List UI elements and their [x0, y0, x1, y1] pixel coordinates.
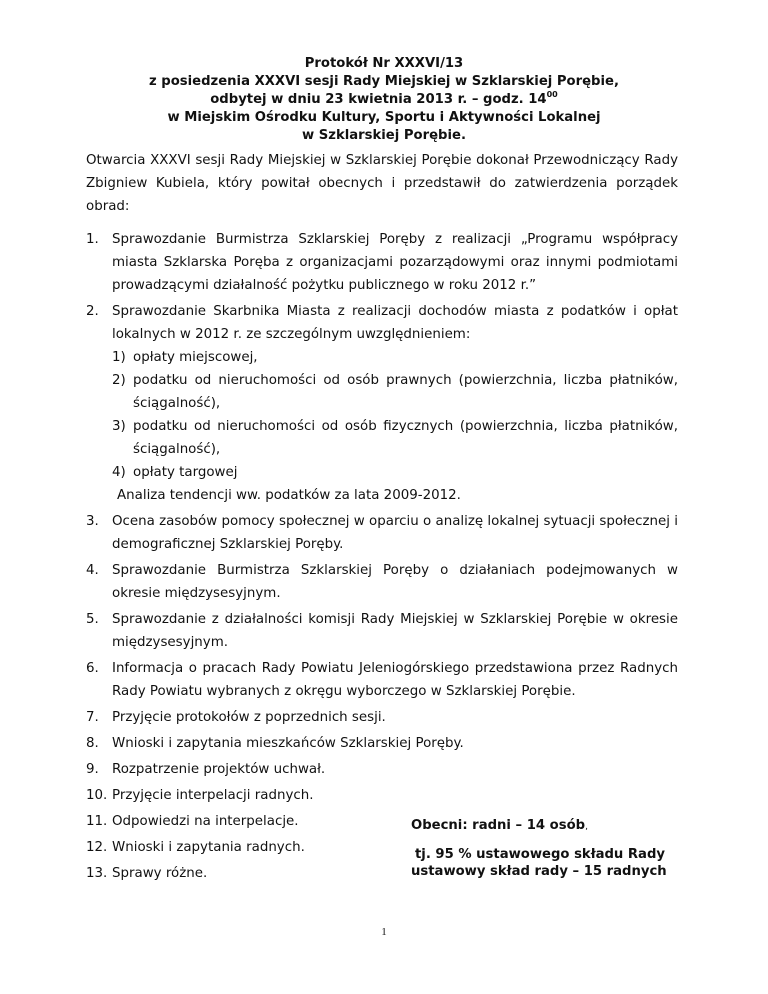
agenda-text: Przyjęcie protokołów z poprzednich sesji.: [112, 710, 386, 725]
attendance-present: [411, 817, 667, 836]
agenda-text: Wnioski i zapytania radnych.: [112, 840, 305, 855]
agenda-number: 4.: [86, 563, 99, 578]
sub-item-number: 3): [112, 419, 126, 434]
sub-item-text: podatku od nieruchomości od osób prawnych (powierzchnia, liczba płatników, ściągalność),: [133, 373, 678, 411]
agenda-number: 2.: [86, 304, 99, 319]
sub-item-text: opłaty targowej: [133, 465, 238, 480]
intro-paragraph: Otwarcia XXXVI sesji Rady Miejskiej w Szklarskiej Porębie dokonał Przewodniczący Rady Zbigniew Kubiela, który powitał obecnych i przedstawił do zatwierdzenia porządek obrad:: [86, 153, 678, 214]
agenda-text: Sprawozdanie Skarbnika Miasta z realizacji dochodów miasta z podatków i opłat lokalnych w 2012 r. ze szczególnym uwzględnieniem:: [112, 304, 678, 342]
agenda-text: Informacja o pracach Rady Powiatu Jeleniogórskiego przedstawiona przez Radnych Rady Powiatu wybranych z okręgu wyborczego w Szklarskiej Porębie.: [112, 661, 678, 699]
agenda-item: [86, 706, 678, 729]
agenda-text: Rozpatrzenie projektów uchwał.: [112, 762, 326, 777]
agenda-number: 9.: [86, 762, 99, 777]
agenda-text: Wnioski i zapytania mieszkańców Szklarskiej Poręby.: [112, 736, 464, 751]
agenda-number: 11.: [86, 814, 108, 829]
sub-item: [86, 415, 678, 461]
sub-item-number: 2): [112, 373, 126, 388]
agenda-number: 5.: [86, 612, 99, 627]
agenda-item: [86, 228, 678, 297]
analysis-note: Analiza tendencji ww. podatków za lata 2009-2012.: [117, 488, 461, 503]
agenda-item: [86, 608, 678, 654]
protocol-header: [80, 55, 688, 145]
sub-item-text: opłaty miejscowej,: [133, 350, 258, 365]
agenda-item: [86, 784, 678, 807]
present-count: Obecni: radni – 14 osób: [411, 818, 586, 833]
session-line: z posiedzenia XXXVI sesji Rady Miejskiej w Szklarskiej Porębie,: [149, 74, 619, 89]
agenda-text: Sprawozdanie Burmistrza Szklarskiej Poręby z realizacji „Programu współpracy miasta Szklarska Poręba z organizacjami pozarządowymi oraz innymi podmiotami prowadzącymi działalność pożytku publicznego w roku 2012 r.”: [112, 232, 678, 293]
attendance-summary: [411, 817, 667, 880]
agenda-item: [86, 732, 678, 755]
agenda-number: 13.: [86, 866, 108, 881]
date-text: odbytej w dniu 23 kwietnia 2013 r. – godz. 14: [210, 92, 547, 107]
date-line: [80, 91, 688, 109]
agenda-text: Odpowiedzi na interpelacje.: [112, 814, 299, 829]
sub-item: [86, 369, 678, 415]
agenda-item: [86, 758, 678, 781]
present-punctuation: ,: [585, 822, 588, 832]
venue-line: w Miejskim Ośrodku Kultury, Sportu i Aktywności Lokalnej: [167, 110, 601, 125]
agenda-item: [86, 300, 678, 346]
page-number: 1: [381, 926, 387, 938]
agenda-number: 12.: [86, 840, 108, 855]
agenda-number: 6.: [86, 661, 99, 676]
agenda-item: [86, 559, 678, 605]
sub-item-number: 1): [112, 350, 126, 365]
agenda-number: 7.: [86, 710, 99, 725]
statutory-composition: ustawowy skład rady – 15 radnych: [411, 864, 667, 879]
agenda-item: [86, 657, 678, 703]
agenda-text: Sprawozdanie z działalności komisji Rady Miejskiej w Szklarskiej Porębie w okresie międzysesyjnym.: [112, 612, 678, 650]
agenda-number: 8.: [86, 736, 99, 751]
agenda-text: Sprawy różne.: [112, 866, 208, 881]
protocol-body: [86, 149, 678, 888]
agenda-item: [86, 510, 678, 556]
sub-item: [86, 346, 678, 369]
sub-item: [86, 461, 678, 484]
agenda-number: 3.: [86, 514, 99, 529]
agenda-number: 10.: [86, 788, 108, 803]
sub-item-number: 4): [112, 465, 126, 480]
attendance-percent: tj. 95 % ustawowego składu Rady: [415, 847, 665, 862]
sub-item-text: podatku od nieruchomości od osób fizycznych (powierzchnia, liczba płatników, ściągalność),: [133, 419, 678, 457]
protocol-title: Protokół Nr XXXVI/13: [304, 56, 464, 71]
agenda-number: 1.: [86, 232, 99, 247]
town-line: w Szklarskiej Porębie.: [302, 128, 466, 143]
agenda-text: Przyjęcie interpelacji radnych.: [112, 788, 314, 803]
time-superscript: 00: [546, 90, 558, 99]
agenda-text: Ocena zasobów pomocy społecznej w oparciu o analizę lokalnej sytuacji społecznej i demograficznej Szklarskiej Poręby.: [112, 514, 678, 552]
agenda-text: Sprawozdanie Burmistrza Szklarskiej Poręby o działaniach podejmowanych w okresie międzysesyjnym.: [112, 563, 678, 601]
